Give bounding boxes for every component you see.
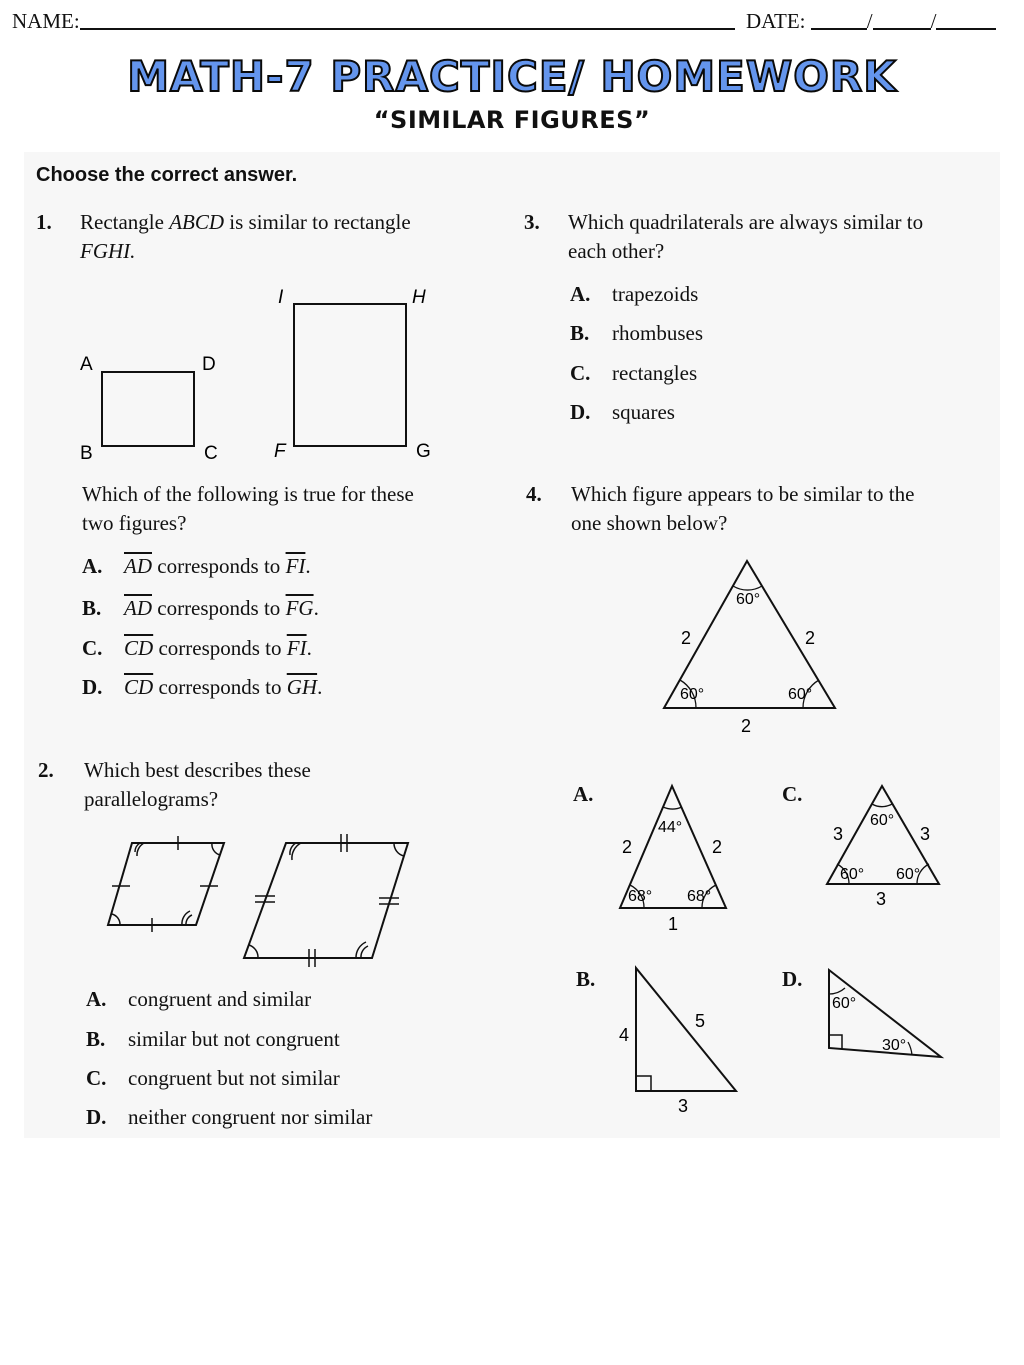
segment: $\overline{FI}$ <box>286 636 307 660</box>
segment: $\overline{FG}$ <box>285 596 314 620</box>
option-letter: D. <box>570 400 591 424</box>
q3-option-d[interactable] <box>570 400 675 425</box>
side-label: 3 <box>833 824 844 844</box>
option-letter: A. <box>82 554 103 578</box>
option-text: congruent but not similar <box>128 1066 340 1090</box>
q4-option-d-letter[interactable]: D. <box>782 967 803 991</box>
date-separator: / <box>930 9 937 33</box>
option-letter: D. <box>86 1105 107 1129</box>
option-text: corresponds to <box>153 636 287 660</box>
side-label: 2 <box>805 628 816 648</box>
q1-stem-text: is similar to rectangle <box>224 210 411 234</box>
q3-option-c[interactable] <box>570 361 697 386</box>
q4-given-triangle <box>650 555 850 740</box>
q4-option-c-triangle[interactable] <box>820 780 950 915</box>
q1-stem <box>80 208 500 266</box>
side-label: 2 <box>681 628 692 648</box>
side-label: 2 <box>622 837 633 857</box>
angle-label: 60° <box>680 686 705 703</box>
name-field <box>12 8 735 34</box>
q1-option-c[interactable] <box>82 636 312 661</box>
q3-stem-line: each other? <box>568 239 665 263</box>
worksheet-subtitle: “SIMILAR FIGURES” <box>373 106 651 134</box>
q3-number: 3. <box>524 210 540 234</box>
angle-arc <box>733 586 762 590</box>
date-label: DATE: <box>746 9 806 33</box>
segment: $\overline{CD}$ <box>124 675 154 699</box>
option-text: neither congruent nor similar <box>128 1105 373 1129</box>
angle-arc <box>872 804 892 807</box>
side-label: 4 <box>619 1025 630 1045</box>
angle-mark <box>356 942 368 958</box>
option-text: corresponds to <box>152 554 286 578</box>
angle-label: 60° <box>896 866 921 883</box>
option-letter: B. <box>86 1027 106 1051</box>
q2-stem <box>84 756 484 814</box>
right-triangle <box>636 968 736 1091</box>
side-label: 1 <box>668 914 679 934</box>
rectangle-abcd <box>102 372 194 446</box>
angle-label: 60° <box>840 866 865 883</box>
q4-option-d-triangle[interactable] <box>820 962 950 1062</box>
side-label: 3 <box>920 824 931 844</box>
angle-label: 68° <box>628 888 653 905</box>
option-text: . <box>305 554 311 578</box>
q1-option-d[interactable] <box>82 675 322 700</box>
q4-stem-line: one shown below? <box>571 511 728 535</box>
option-text: congruent and similar <box>128 987 312 1011</box>
angle-label: 60° <box>832 995 857 1012</box>
option-letter: A. <box>86 987 107 1011</box>
q3-stem-line: Which quadrilaterals are always similar to <box>568 210 924 234</box>
q4-option-a-triangle[interactable] <box>610 780 745 940</box>
segment: $\overline{CD}$ <box>124 636 154 660</box>
option-letter: D. <box>82 675 103 699</box>
q4-stem <box>571 480 991 538</box>
q2-parallelograms-figure <box>100 828 420 973</box>
option-letter: A. <box>570 282 591 306</box>
q2-option-a[interactable] <box>86 987 311 1012</box>
q2-stem-line: parallelograms? <box>84 787 219 811</box>
right-angle-mark <box>829 1035 842 1049</box>
label-a: A <box>80 354 93 375</box>
option-letter: C. <box>570 361 591 385</box>
q3-stem <box>568 208 988 266</box>
q4-number: 4. <box>526 482 542 506</box>
side-label: 5 <box>695 1011 706 1031</box>
q2-option-b[interactable] <box>86 1027 340 1052</box>
q4-option-c-letter[interactable]: C. <box>782 782 803 806</box>
angle-mark <box>249 945 258 958</box>
option-text: . <box>313 596 319 620</box>
q1-stem-rect2: FGHI. <box>80 239 136 263</box>
date-year-blank[interactable] <box>936 8 996 30</box>
q2-stem-line: Which best describes these <box>84 758 311 782</box>
q1-option-b[interactable] <box>82 596 319 621</box>
q1-prompt <box>82 480 482 538</box>
q1-number: 1. <box>36 210 52 234</box>
option-letter: B. <box>82 596 102 620</box>
angle-label: 60° <box>788 686 813 703</box>
instructions: Choose the correct answer. <box>36 164 298 186</box>
angle-label: 60° <box>736 591 761 608</box>
side-label: 2 <box>712 837 723 857</box>
side-label: 3 <box>876 889 887 909</box>
angle-mark <box>394 843 404 856</box>
q2-option-d[interactable] <box>86 1105 372 1130</box>
option-text: corresponds to <box>152 596 286 620</box>
label-g: G <box>416 441 431 462</box>
q1-prompt-line: two figures? <box>82 511 187 535</box>
side-label: 2 <box>741 716 752 736</box>
label-f: F <box>274 441 286 462</box>
option-text: . <box>306 636 312 660</box>
option-text: corresponds to <box>153 675 287 699</box>
q1-option-a[interactable] <box>82 554 311 579</box>
segment: $\overline{FI}$ <box>285 554 306 578</box>
option-letter: C. <box>82 636 103 660</box>
angle-label: 30° <box>882 1037 907 1054</box>
segment: $\overline{AD}$ <box>124 596 152 620</box>
segment: $\overline{GH}$ <box>286 675 318 699</box>
angle-mark <box>212 843 220 855</box>
date-separator: / <box>866 9 873 33</box>
q1-rectangles-figure <box>70 280 450 470</box>
angle-label: 44° <box>658 819 683 836</box>
option-text: . <box>317 675 323 699</box>
q1-prompt-line: Which of the following is true for these <box>82 482 414 506</box>
date-day-blank[interactable] <box>873 8 931 30</box>
angle-mark <box>182 911 192 925</box>
option-text: rhombuses <box>612 321 703 345</box>
right-angle-mark <box>636 1076 651 1091</box>
small-parallelogram <box>108 843 224 925</box>
option-letter: C. <box>86 1066 107 1090</box>
date-month-blank[interactable] <box>811 8 867 30</box>
angle-mark <box>135 843 144 856</box>
q2-option-c[interactable] <box>86 1066 340 1091</box>
q4-option-a-letter[interactable]: A. <box>573 782 594 806</box>
angle-arc <box>908 1042 912 1055</box>
option-letter: B. <box>570 321 590 345</box>
angle-label: 60° <box>870 812 895 829</box>
segment: $\overline{AD}$ <box>124 554 152 578</box>
angle-mark <box>112 914 120 925</box>
option-text: trapezoids <box>612 282 699 306</box>
option-text: similar but not congruent <box>128 1027 340 1051</box>
q1-stem-rect1: ABCD <box>169 210 225 234</box>
label-c: C <box>204 443 218 464</box>
option-text: squares <box>612 400 675 424</box>
label-b: B <box>80 443 93 464</box>
q3-option-b[interactable] <box>570 321 703 346</box>
q4-option-b-triangle[interactable] <box>612 962 752 1122</box>
large-parallelogram <box>244 843 408 958</box>
angle-label: 68° <box>687 888 712 905</box>
name-blank[interactable] <box>80 8 735 30</box>
option-text: rectangles <box>612 361 698 385</box>
q4-stem-line: Which figure appears to be similar to the <box>571 482 915 506</box>
side-label: 3 <box>678 1096 689 1116</box>
q3-option-a[interactable] <box>570 282 698 307</box>
q4-option-b-letter[interactable]: B. <box>576 967 596 991</box>
rectangle-fghi <box>294 304 406 446</box>
angle-arc <box>663 807 682 809</box>
q2-number: 2. <box>38 758 54 782</box>
worksheet-title: MATH-7 PRACTICE/ HOMEWORK <box>127 52 897 101</box>
angle-arc <box>829 988 845 994</box>
q1-stem-text: Rectangle <box>80 210 170 234</box>
label-d: D <box>202 354 216 375</box>
name-label: NAME: <box>12 9 80 33</box>
date-field <box>746 8 996 34</box>
angle-mark <box>290 843 301 860</box>
label-i: I <box>278 287 284 308</box>
label-h: H <box>412 287 426 308</box>
